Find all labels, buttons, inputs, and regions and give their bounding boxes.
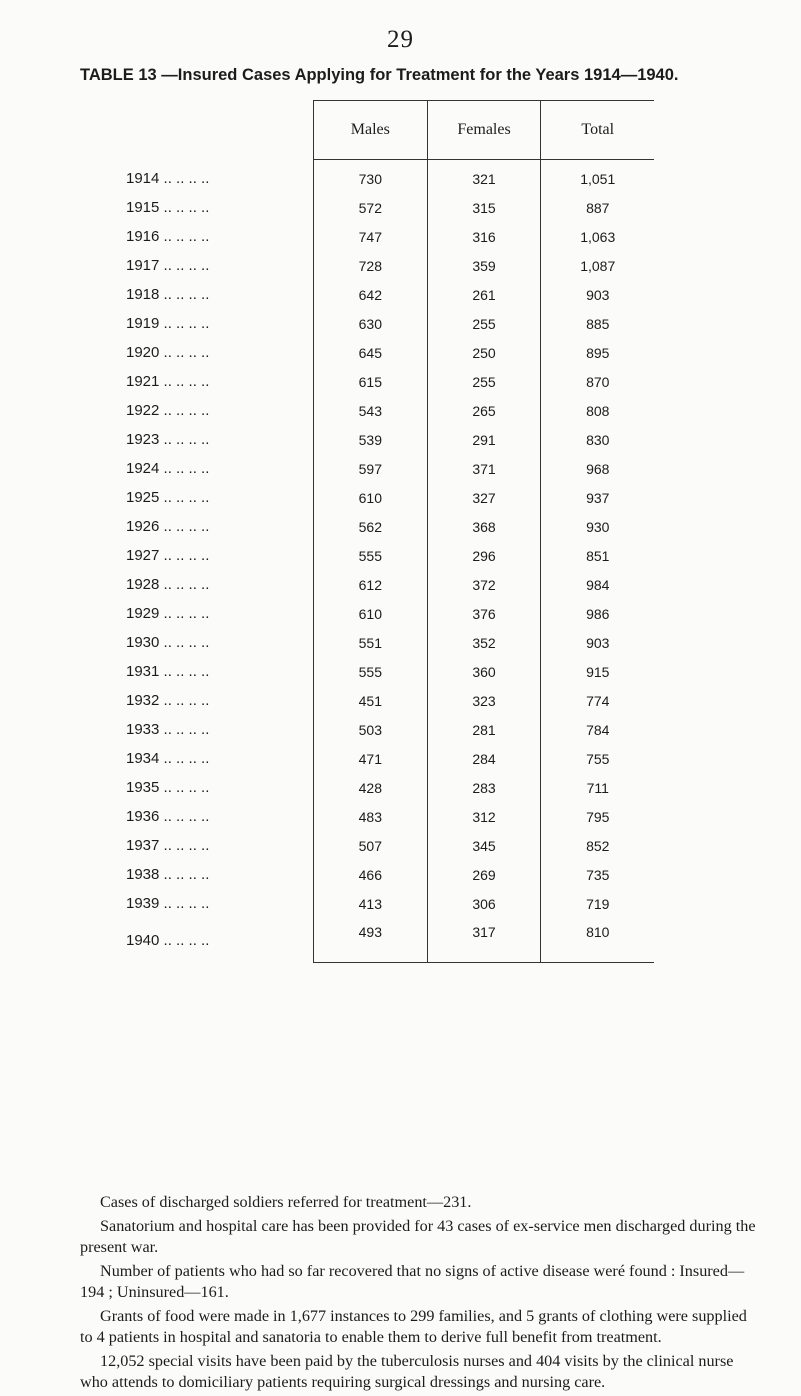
year-cell: 1940 .. .. .. .. — [126, 931, 210, 949]
year-cell: 1915 .. .. .. .. — [126, 199, 210, 216]
total-cell: 755 — [541, 744, 654, 773]
males-cell: 610 — [314, 483, 428, 512]
total-cell: 830 — [541, 425, 654, 454]
females-cell: 261 — [427, 280, 541, 309]
total-cell: 937 — [541, 483, 654, 512]
year-cell: 1928 .. .. .. .. — [126, 576, 210, 593]
year-cell: 1936 .. .. .. .. — [126, 808, 210, 825]
year-cell: 1931 .. .. .. .. — [126, 663, 210, 680]
males-cell: 612 — [314, 570, 428, 599]
total-cell: 895 — [541, 338, 654, 367]
total-cell: 930 — [541, 512, 654, 541]
females-cell: 371 — [427, 454, 541, 483]
table-row — [118, 541, 654, 570]
year-cell: 1932 .. .. .. .. — [126, 692, 210, 709]
table-title: TABLE 13 —Insured Cases Applying for Treatment for the Years 1914—1940. — [80, 66, 679, 84]
table-row — [118, 222, 654, 251]
table-row — [118, 425, 654, 454]
table-row — [118, 860, 654, 889]
females-cell: 317 — [427, 918, 541, 963]
total-cell: 903 — [541, 628, 654, 657]
year-cell: 1930 .. .. .. .. — [126, 634, 210, 651]
table-body — [118, 160, 654, 963]
year-cell: 1916 .. .. .. .. — [126, 228, 210, 245]
table-row — [118, 160, 654, 194]
females-cell: 321 — [427, 160, 541, 194]
total-cell: 1,063 — [541, 222, 654, 251]
note-paragraph: Sanatorium and hospital care has been provided for 43 cases of ex-service men discharged during the present war. — [80, 1217, 756, 1256]
females-cell: 345 — [427, 831, 541, 860]
note-paragraph: 12,052 special visits have been paid by the tuberculosis nurses and 404 visits by the clinical nurse who attends to domiciliary patients requiring surgical dressings and nursing care. — [80, 1352, 734, 1391]
males-cell: 466 — [314, 860, 428, 889]
note-paragraph: Grants of food were made in 1,677 instances to 299 families, and 5 grants of clothing were supplied to 4 patients in hospital and sanatoria to enable them to derive full benefit from treatment. — [80, 1307, 747, 1346]
females-cell: 291 — [427, 425, 541, 454]
year-cell: 1922 .. .. .. .. — [126, 402, 210, 419]
table-row — [118, 599, 654, 628]
females-cell: 255 — [427, 309, 541, 338]
males-cell: 615 — [314, 367, 428, 396]
table-row — [118, 773, 654, 802]
females-cell: 265 — [427, 396, 541, 425]
total-cell: 711 — [541, 773, 654, 802]
table-row — [118, 715, 654, 744]
females-cell: 284 — [427, 744, 541, 773]
table-row — [118, 338, 654, 367]
total-cell: 1,087 — [541, 251, 654, 280]
year-cell: 1939 .. .. .. .. — [126, 895, 210, 912]
total-cell: 915 — [541, 657, 654, 686]
year-cell: 1918 .. .. .. .. — [126, 286, 210, 303]
total-cell: 887 — [541, 193, 654, 222]
males-cell: 539 — [314, 425, 428, 454]
table-row — [118, 686, 654, 715]
total-cell: 1,051 — [541, 160, 654, 194]
females-cell: 296 — [427, 541, 541, 570]
males-cell: 483 — [314, 802, 428, 831]
year-cell: 1925 .. .. .. .. — [126, 489, 210, 506]
year-cell: 1938 .. .. .. .. — [126, 866, 210, 883]
notes-section — [80, 1192, 760, 1396]
table-row — [118, 454, 654, 483]
males-cell: 728 — [314, 251, 428, 280]
females-cell: 306 — [427, 889, 541, 918]
total-cell: 984 — [541, 570, 654, 599]
females-cell: 250 — [427, 338, 541, 367]
males-cell: 471 — [314, 744, 428, 773]
year-cell: 1933 .. .. .. .. — [126, 721, 210, 738]
year-cell: 1934 .. .. .. .. — [126, 750, 210, 767]
total-cell: 903 — [541, 280, 654, 309]
table-row — [118, 512, 654, 541]
females-cell: 269 — [427, 860, 541, 889]
males-cell: 503 — [314, 715, 428, 744]
females-cell: 372 — [427, 570, 541, 599]
males-cell: 551 — [314, 628, 428, 657]
males-cell: 630 — [314, 309, 428, 338]
year-cell: 1924 .. .. .. .. — [126, 460, 210, 477]
year-cell: 1937 .. .. .. .. — [126, 837, 210, 854]
males-cell: 562 — [314, 512, 428, 541]
page-number: 29 — [387, 26, 414, 53]
males-cell: 428 — [314, 773, 428, 802]
females-cell: 315 — [427, 193, 541, 222]
total-cell: 986 — [541, 599, 654, 628]
year-cell: 1935 .. .. .. .. — [126, 779, 210, 796]
males-cell: 543 — [314, 396, 428, 425]
year-cell: 1921 .. .. .. .. — [126, 373, 210, 390]
table-row — [118, 889, 654, 918]
males-cell: 572 — [314, 193, 428, 222]
total-cell: 719 — [541, 889, 654, 918]
total-cell: 808 — [541, 396, 654, 425]
year-cell: 1917 .. .. .. .. — [126, 257, 210, 274]
table-row — [118, 918, 654, 963]
males-cell: 645 — [314, 338, 428, 367]
note-paragraph: Cases of discharged soldiers referred for treatment—231. — [100, 1193, 472, 1211]
total-cell: 784 — [541, 715, 654, 744]
males-cell: 451 — [314, 686, 428, 715]
total-cell: 795 — [541, 802, 654, 831]
females-cell: 368 — [427, 512, 541, 541]
females-cell: 360 — [427, 657, 541, 686]
table-row — [118, 657, 654, 686]
females-cell: 312 — [427, 802, 541, 831]
year-cell: 1920 .. .. .. .. — [126, 344, 210, 361]
total-cell: 735 — [541, 860, 654, 889]
males-cell: 555 — [314, 657, 428, 686]
females-cell: 281 — [427, 715, 541, 744]
table-row — [118, 367, 654, 396]
females-cell: 255 — [427, 367, 541, 396]
year-cell: 1919 .. .. .. .. — [126, 315, 210, 332]
total-cell: 852 — [541, 831, 654, 860]
column-header-total: Total — [541, 101, 654, 160]
females-cell: 323 — [427, 686, 541, 715]
data-table — [118, 100, 654, 963]
females-cell: 376 — [427, 599, 541, 628]
year-cell: 1923 .. .. .. .. — [126, 431, 210, 448]
males-cell: 747 — [314, 222, 428, 251]
table-row — [118, 193, 654, 222]
column-header-males: Males — [314, 101, 428, 160]
females-cell: 327 — [427, 483, 541, 512]
total-cell: 870 — [541, 367, 654, 396]
females-cell: 283 — [427, 773, 541, 802]
table-row — [118, 570, 654, 599]
table-row — [118, 396, 654, 425]
year-cell: 1914 .. .. .. .. — [126, 169, 210, 187]
total-cell: 968 — [541, 454, 654, 483]
total-cell: 774 — [541, 686, 654, 715]
table-row — [118, 251, 654, 280]
males-cell: 413 — [314, 889, 428, 918]
table-row — [118, 831, 654, 860]
table-row — [118, 802, 654, 831]
total-cell: 885 — [541, 309, 654, 338]
total-cell: 851 — [541, 541, 654, 570]
males-cell: 597 — [314, 454, 428, 483]
year-cell: 1929 .. .. .. .. — [126, 605, 210, 622]
males-cell: 610 — [314, 599, 428, 628]
females-cell: 316 — [427, 222, 541, 251]
males-cell: 642 — [314, 280, 428, 309]
females-cell: 359 — [427, 251, 541, 280]
males-cell: 555 — [314, 541, 428, 570]
table-row — [118, 744, 654, 773]
header-row — [118, 101, 654, 160]
column-header-females: Females — [427, 101, 541, 160]
males-cell: 507 — [314, 831, 428, 860]
total-cell: 810 — [541, 918, 654, 963]
males-cell: 730 — [314, 160, 428, 194]
table-row — [118, 483, 654, 512]
table-header — [118, 101, 654, 160]
year-cell: 1926 .. .. .. .. — [126, 518, 210, 535]
table-row — [118, 309, 654, 338]
males-cell: 493 — [314, 918, 428, 963]
note-paragraph: Number of patients who had so far recovered that no signs of active disease weré found : Insured—194 ; Uninsured—161. — [80, 1262, 745, 1301]
table-row — [118, 280, 654, 309]
table-row — [118, 628, 654, 657]
year-column-header — [118, 101, 314, 160]
females-cell: 352 — [427, 628, 541, 657]
year-cell: 1927 .. .. .. .. — [126, 547, 210, 564]
